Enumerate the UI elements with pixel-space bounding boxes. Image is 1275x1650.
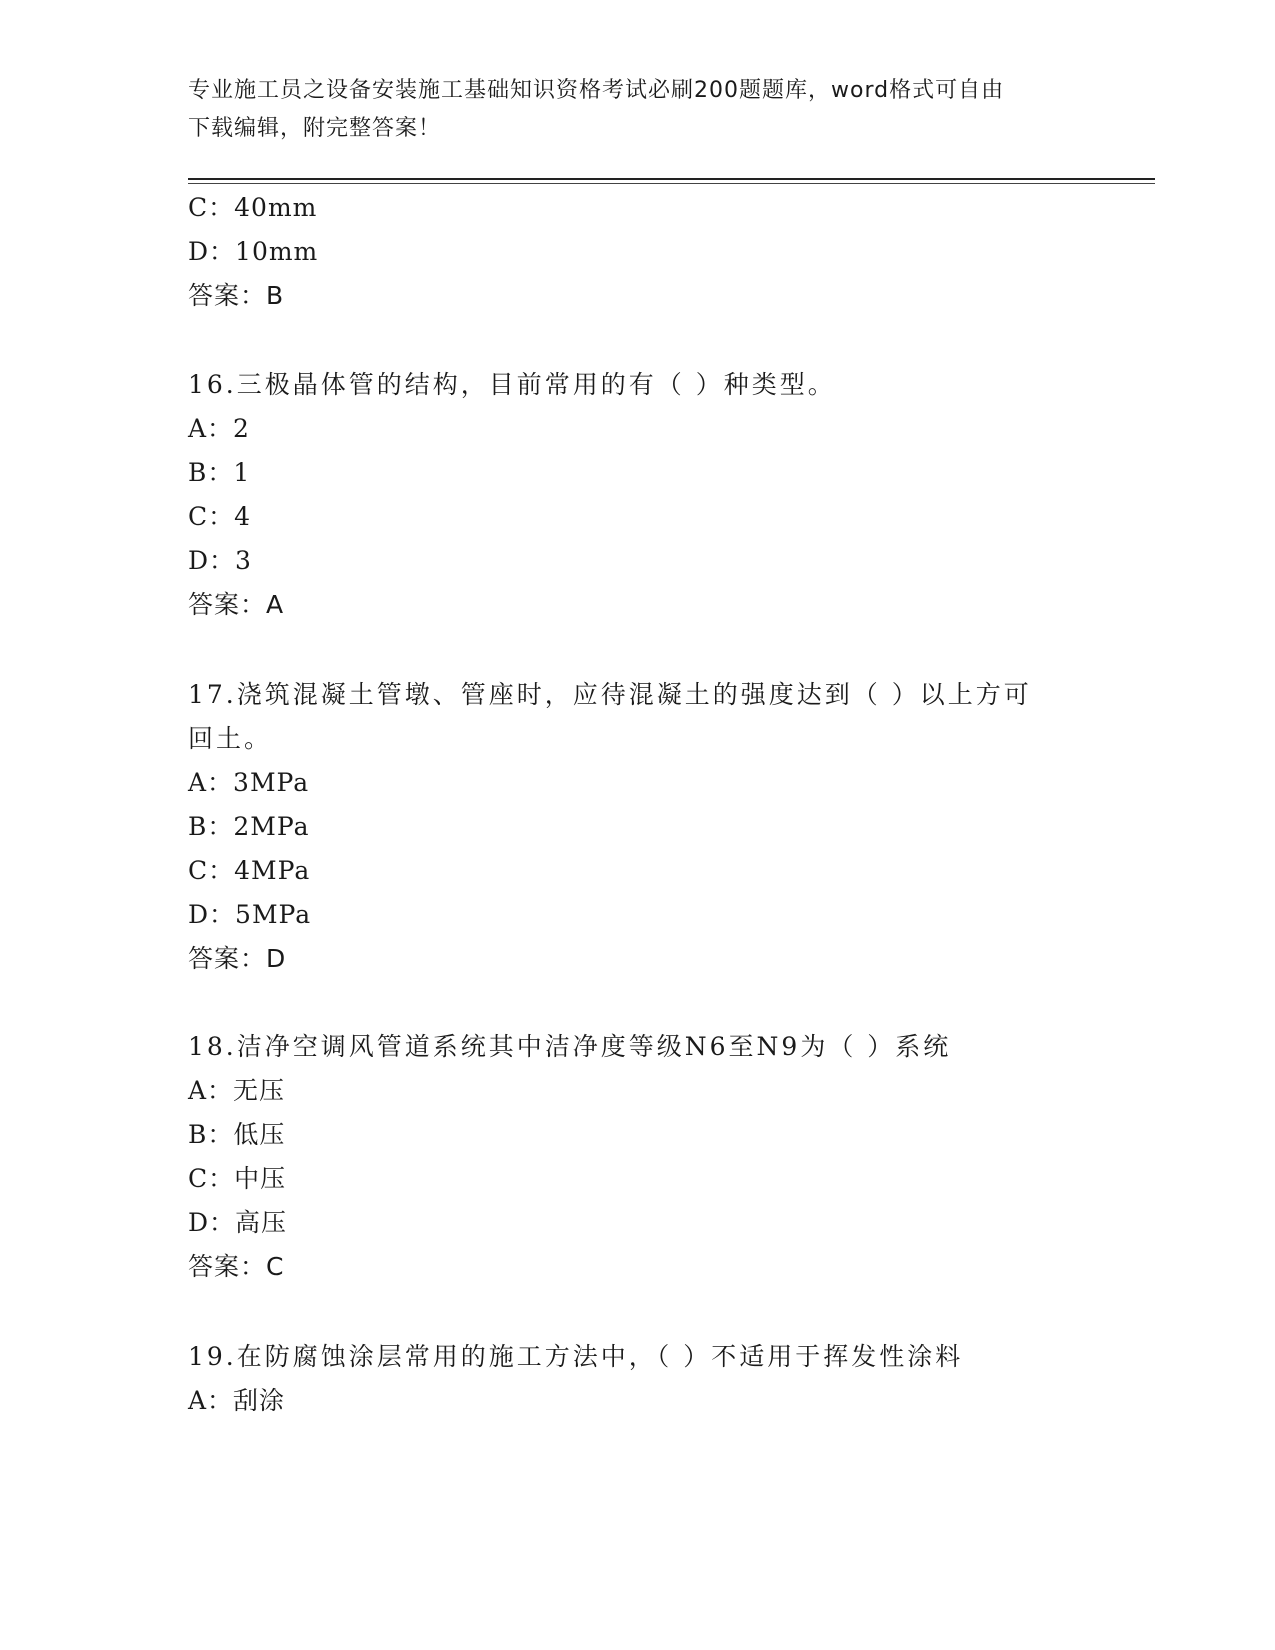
q17-stem-line-1: 17.浇筑混凝土管墩、管座时，应待混凝土的强度达到（ ）以上方可 xyxy=(188,680,1032,709)
prev-answer: 答案：B xyxy=(188,281,285,310)
header-line-1: 专业施工员之设备安装施工基础知识资格考试必刷200题题库，word格式可自由 xyxy=(188,78,1005,103)
q16-answer: 答案：A xyxy=(188,590,285,619)
header-line-2: 下载编辑，附完整答案！ xyxy=(188,116,442,141)
q18-option-b: B：低压 xyxy=(188,1120,286,1149)
prev-option-d: D：10mm xyxy=(188,237,319,266)
q17-option-b: B：2MPa xyxy=(188,812,310,841)
q17-option-a: A：3MPa xyxy=(188,768,310,797)
q16-option-b: B：1 xyxy=(188,458,251,487)
q19-stem: 19.在防腐蚀涂层常用的施工方法中，（ ）不适用于挥发性涂料 xyxy=(188,1342,964,1371)
prev-option-c: C：40mm xyxy=(188,193,318,222)
q18-option-c: C：中压 xyxy=(188,1164,287,1193)
document-header xyxy=(188,72,1088,148)
q16-option-d: D：3 xyxy=(188,546,252,575)
q17-stem-line-2: 回土。 xyxy=(188,724,273,753)
q18-stem: 18.洁净空调风管道系统其中洁净度等级N6至N9为（ ）系统 xyxy=(188,1032,952,1061)
q16-stem: 16.三极晶体管的结构，目前常用的有（ ）种类型。 xyxy=(188,370,836,399)
q18-option-a: A：无压 xyxy=(188,1076,286,1105)
q19-option-a: A：刮涂 xyxy=(188,1386,286,1415)
q18-answer: 答案：C xyxy=(188,1252,285,1281)
q17-option-c: C：4MPa xyxy=(188,856,311,885)
q16-option-a: A：2 xyxy=(188,414,250,443)
q16-option-c: C：4 xyxy=(188,502,252,531)
q17-answer: 答案：D xyxy=(188,944,287,973)
header-divider-thick xyxy=(188,178,1155,180)
q18-option-d: D：高压 xyxy=(188,1208,288,1237)
q17-option-d: D：5MPa xyxy=(188,900,312,929)
header-divider-thin xyxy=(188,183,1155,184)
